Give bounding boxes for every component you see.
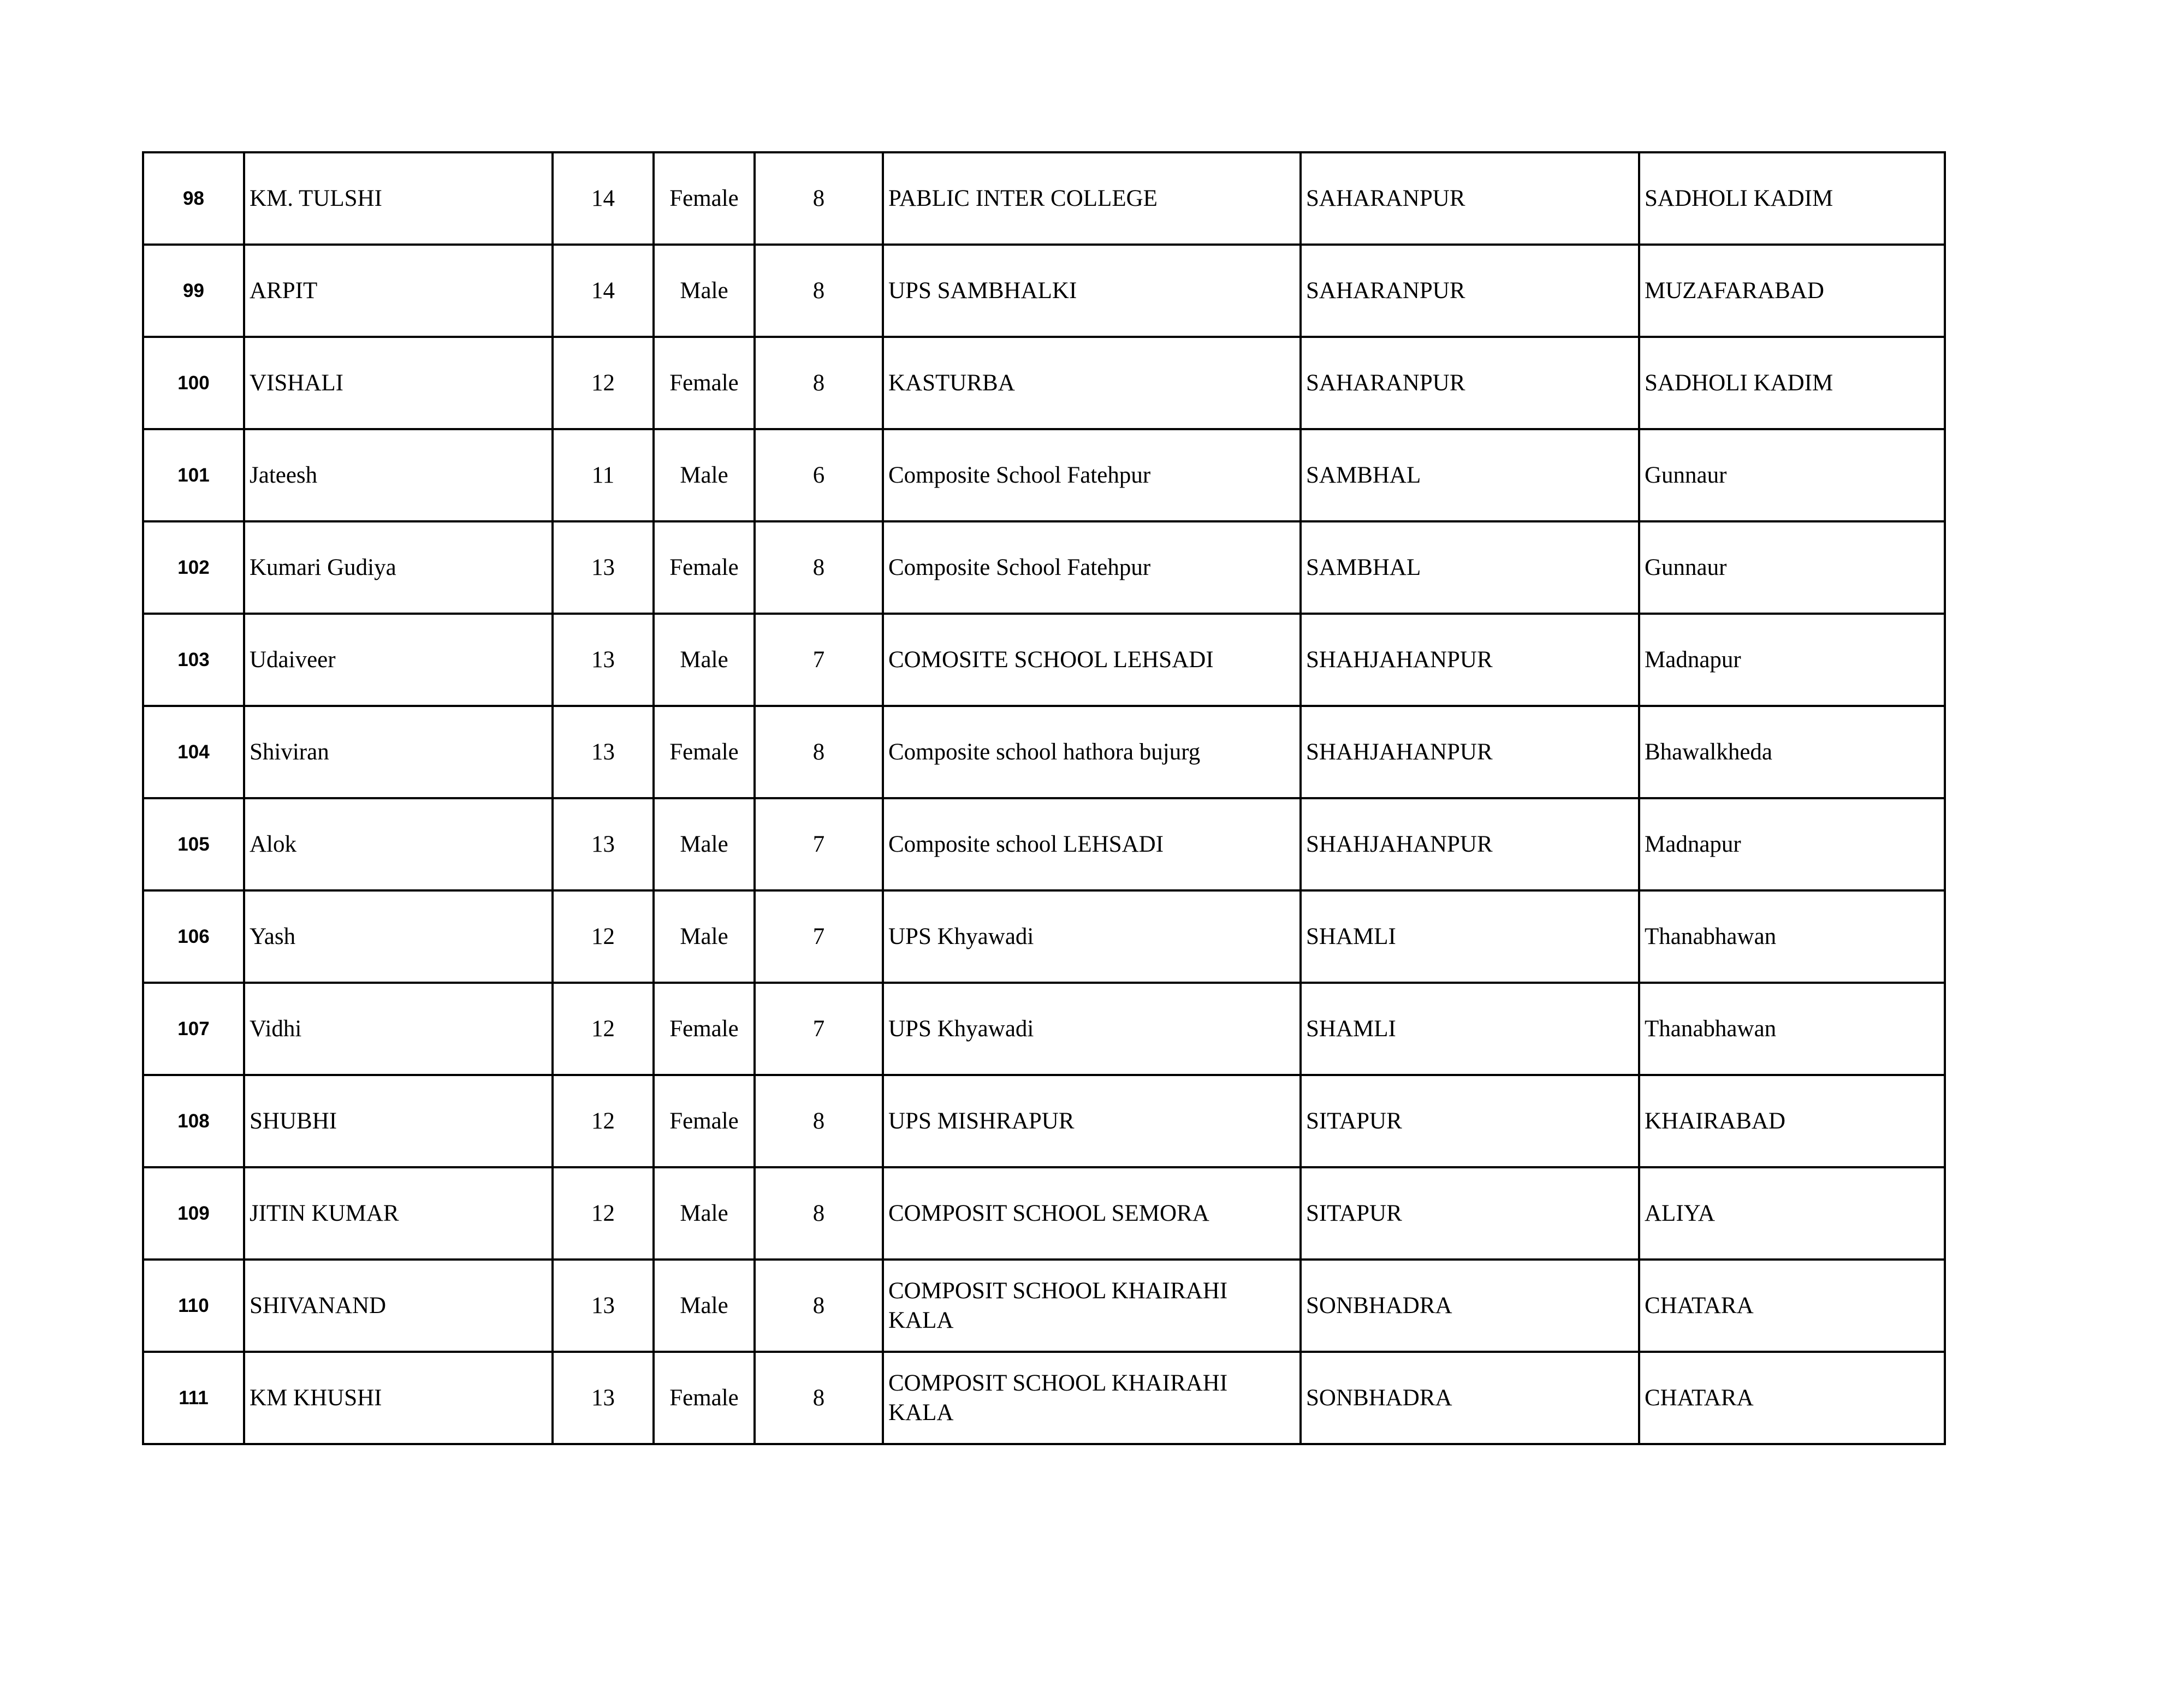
block-cell: Bhawalkheda	[1639, 706, 1945, 798]
table-row	[143, 337, 1945, 429]
block-cell: SADHOLI KADIM	[1639, 152, 1945, 245]
gender-cell: Male	[654, 245, 755, 337]
school-cell: COMPOSIT SCHOOL KHAIRAHI KALA	[883, 1260, 1301, 1352]
student-name-cell: Jateesh	[244, 429, 553, 521]
school-cell: KASTURBA	[883, 337, 1301, 429]
district-cell: SITAPUR	[1301, 1075, 1639, 1167]
student-name-cell: VISHALI	[244, 337, 553, 429]
class-cell: 8	[755, 245, 883, 337]
age-cell: 13	[553, 1352, 654, 1444]
serial-number-cell: 101	[143, 429, 244, 521]
serial-number-cell: 104	[143, 706, 244, 798]
block-cell: Gunnaur	[1639, 521, 1945, 614]
gender-cell: Female	[654, 1352, 755, 1444]
gender-cell: Male	[654, 798, 755, 890]
age-cell: 12	[553, 890, 654, 983]
school-cell: COMOSITE SCHOOL LEHSADI	[883, 614, 1301, 706]
serial-number-cell: 102	[143, 521, 244, 614]
age-cell: 12	[553, 337, 654, 429]
serial-number-cell: 110	[143, 1260, 244, 1352]
table-row	[143, 1075, 1945, 1167]
class-cell: 8	[755, 706, 883, 798]
district-cell: SONBHADRA	[1301, 1260, 1639, 1352]
table-row	[143, 1260, 1945, 1352]
student-name-cell: SHIVANAND	[244, 1260, 553, 1352]
block-cell: Thanabhawan	[1639, 983, 1945, 1075]
student-name-cell: KM KHUSHI	[244, 1352, 553, 1444]
district-cell: SHAHJAHANPUR	[1301, 614, 1639, 706]
gender-cell: Male	[654, 1260, 755, 1352]
school-cell: Composite school LEHSADI	[883, 798, 1301, 890]
student-name-cell: Shiviran	[244, 706, 553, 798]
block-cell: ALIYA	[1639, 1167, 1945, 1260]
district-cell: SHAMLI	[1301, 890, 1639, 983]
serial-number-cell: 109	[143, 1167, 244, 1260]
table-row	[143, 152, 1945, 245]
table-row	[143, 614, 1945, 706]
age-cell: 12	[553, 1167, 654, 1260]
table-row	[143, 521, 1945, 614]
gender-cell: Female	[654, 1075, 755, 1167]
class-cell: 7	[755, 890, 883, 983]
student-table-body	[143, 152, 1945, 1444]
district-cell: SAMBHAL	[1301, 429, 1639, 521]
table-row	[143, 983, 1945, 1075]
table-row	[143, 706, 1945, 798]
district-cell: SHAHJAHANPUR	[1301, 798, 1639, 890]
gender-cell: Male	[654, 890, 755, 983]
class-cell: 7	[755, 983, 883, 1075]
age-cell: 14	[553, 245, 654, 337]
age-cell: 13	[553, 798, 654, 890]
student-name-cell: Alok	[244, 798, 553, 890]
district-cell: SAHARANPUR	[1301, 152, 1639, 245]
block-cell: Madnapur	[1639, 614, 1945, 706]
block-cell: KHAIRABAD	[1639, 1075, 1945, 1167]
school-cell: UPS Khyawadi	[883, 983, 1301, 1075]
district-cell: SONBHADRA	[1301, 1352, 1639, 1444]
block-cell: CHATARA	[1639, 1352, 1945, 1444]
district-cell: SHAHJAHANPUR	[1301, 706, 1639, 798]
student-name-cell: ARPIT	[244, 245, 553, 337]
age-cell: 12	[553, 983, 654, 1075]
serial-number-cell: 111	[143, 1352, 244, 1444]
district-cell: SAHARANPUR	[1301, 245, 1639, 337]
school-cell: Composite School Fatehpur	[883, 429, 1301, 521]
age-cell: 14	[553, 152, 654, 245]
district-cell: SITAPUR	[1301, 1167, 1639, 1260]
gender-cell: Female	[654, 521, 755, 614]
student-name-cell: Vidhi	[244, 983, 553, 1075]
serial-number-cell: 98	[143, 152, 244, 245]
student-table	[142, 151, 1946, 1445]
age-cell: 11	[553, 429, 654, 521]
gender-cell: Female	[654, 706, 755, 798]
serial-number-cell: 99	[143, 245, 244, 337]
block-cell: MUZAFARABAD	[1639, 245, 1945, 337]
school-cell: COMPOSIT SCHOOL SEMORA	[883, 1167, 1301, 1260]
table-row	[143, 429, 1945, 521]
student-name-cell: Yash	[244, 890, 553, 983]
age-cell: 13	[553, 1260, 654, 1352]
class-cell: 8	[755, 1167, 883, 1260]
student-name-cell: KM. TULSHI	[244, 152, 553, 245]
school-cell: UPS SAMBHALKI	[883, 245, 1301, 337]
block-cell: Thanabhawan	[1639, 890, 1945, 983]
district-cell: SAHARANPUR	[1301, 337, 1639, 429]
serial-number-cell: 103	[143, 614, 244, 706]
school-cell: Composite school hathora bujurg	[883, 706, 1301, 798]
school-cell: COMPOSIT SCHOOL KHAIRAHI KALA	[883, 1352, 1301, 1444]
serial-number-cell: 107	[143, 983, 244, 1075]
table-row	[143, 1167, 1945, 1260]
table-row	[143, 890, 1945, 983]
school-cell: UPS MISHRAPUR	[883, 1075, 1301, 1167]
age-cell: 13	[553, 706, 654, 798]
table-row	[143, 798, 1945, 890]
table-row	[143, 245, 1945, 337]
class-cell: 6	[755, 429, 883, 521]
class-cell: 8	[755, 521, 883, 614]
class-cell: 8	[755, 1260, 883, 1352]
class-cell: 7	[755, 614, 883, 706]
block-cell: Madnapur	[1639, 798, 1945, 890]
class-cell: 7	[755, 798, 883, 890]
class-cell: 8	[755, 1075, 883, 1167]
student-name-cell: JITIN KUMAR	[244, 1167, 553, 1260]
age-cell: 13	[553, 614, 654, 706]
serial-number-cell: 100	[143, 337, 244, 429]
block-cell: CHATARA	[1639, 1260, 1945, 1352]
gender-cell: Male	[654, 614, 755, 706]
age-cell: 13	[553, 521, 654, 614]
class-cell: 8	[755, 1352, 883, 1444]
school-cell: UPS Khyawadi	[883, 890, 1301, 983]
gender-cell: Male	[654, 429, 755, 521]
district-cell: SHAMLI	[1301, 983, 1639, 1075]
serial-number-cell: 106	[143, 890, 244, 983]
serial-number-cell: 108	[143, 1075, 244, 1167]
class-cell: 8	[755, 152, 883, 245]
student-name-cell: Kumari Gudiya	[244, 521, 553, 614]
district-cell: SAMBHAL	[1301, 521, 1639, 614]
gender-cell: Female	[654, 337, 755, 429]
block-cell: SADHOLI KADIM	[1639, 337, 1945, 429]
school-cell: Composite School Fatehpur	[883, 521, 1301, 614]
class-cell: 8	[755, 337, 883, 429]
school-cell: PABLIC INTER COLLEGE	[883, 152, 1301, 245]
table-row	[143, 1352, 1945, 1444]
student-name-cell: Udaiveer	[244, 614, 553, 706]
age-cell: 12	[553, 1075, 654, 1167]
student-name-cell: SHUBHI	[244, 1075, 553, 1167]
serial-number-cell: 105	[143, 798, 244, 890]
gender-cell: Male	[654, 1167, 755, 1260]
gender-cell: Female	[654, 983, 755, 1075]
block-cell: Gunnaur	[1639, 429, 1945, 521]
gender-cell: Female	[654, 152, 755, 245]
